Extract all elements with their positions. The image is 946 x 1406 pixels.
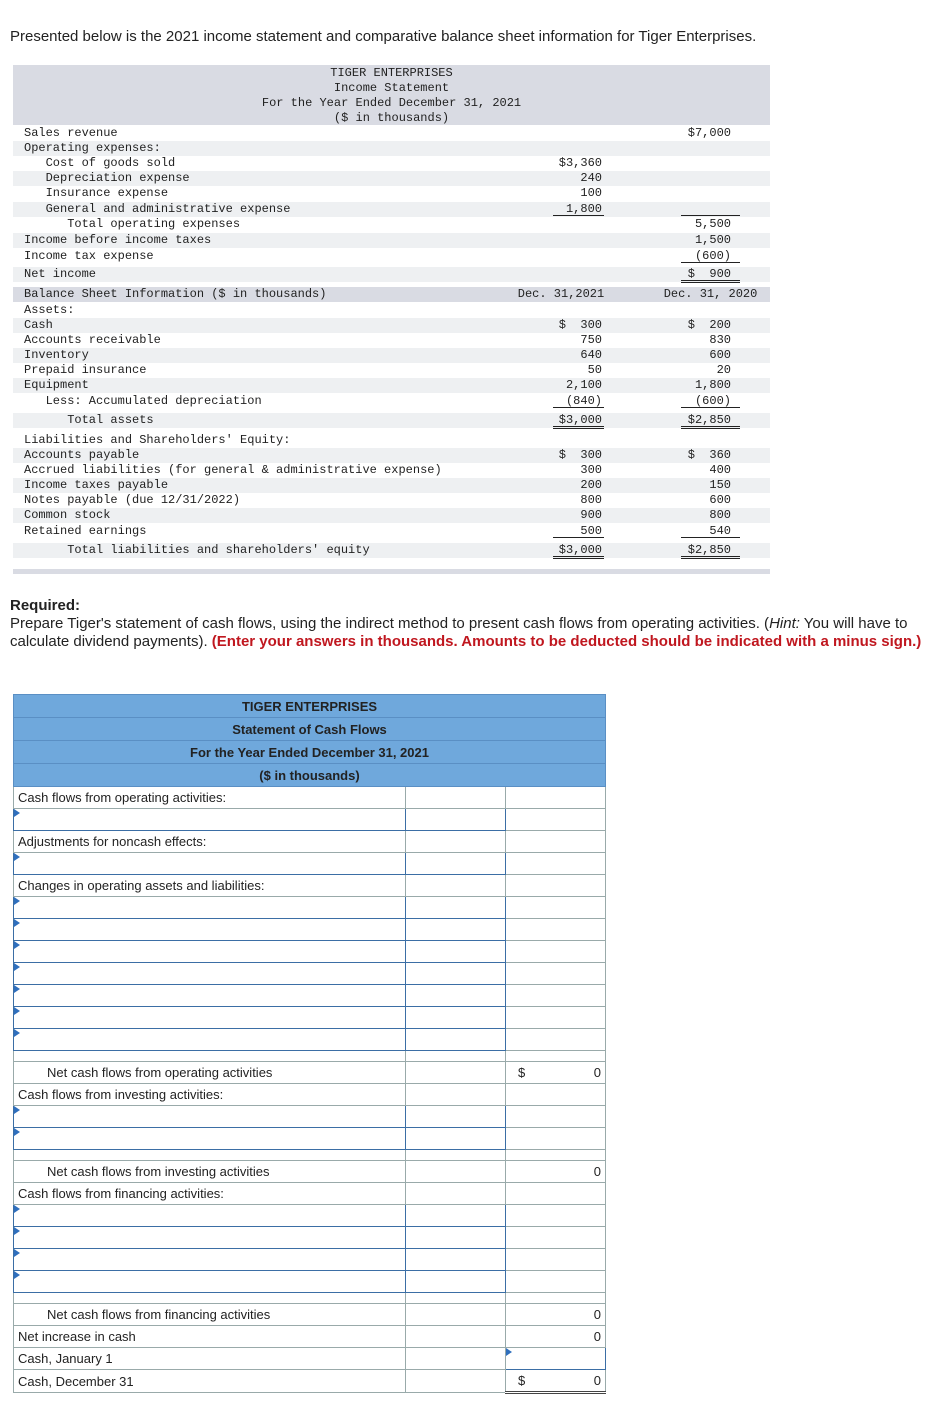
- bs-row: Notes payable (due 12/31/2022) 800 600: [24, 493, 731, 507]
- bs-row: Total liabilities and shareholders' equity $3,000 $2,850: [13, 543, 770, 558]
- is-row: Total operating expenses 5,500: [24, 217, 731, 231]
- income-statement-header: [13, 65, 770, 125]
- financing-amount-input[interactable]: [406, 1227, 506, 1249]
- statement-units: ($ in thousands): [333, 111, 450, 125]
- adjustments-label: Adjustments for noncash effects:: [14, 831, 406, 853]
- bs-row: Prepaid insurance 50 20: [24, 363, 731, 377]
- double-underline: [681, 426, 740, 429]
- change-amount-input[interactable]: [406, 919, 506, 941]
- cf-company: TIGER ENTERPRISES: [14, 695, 606, 718]
- intro-text: Presented below is the 2021 income statement and comparative balance sheet information for Tiger Enterprises.: [10, 28, 757, 45]
- cf-title: Statement of Cash Flows: [14, 718, 606, 741]
- is-row: Income before income taxes 1,500: [13, 233, 770, 248]
- hint-label: Hint:: [769, 615, 800, 632]
- financing-amount-input[interactable]: [406, 1205, 506, 1227]
- change-amount-input[interactable]: [406, 1007, 506, 1029]
- bs-row: Liabilities and Shareholders' Equity:: [24, 433, 291, 447]
- required-text-b: You will have to calculate dividend payments).: [10, 615, 908, 650]
- is-row: General and administrative expense 1,800: [13, 202, 770, 217]
- underline: [553, 215, 604, 216]
- is-row: Cost of goods sold $3,360: [24, 156, 602, 170]
- double-underline: [681, 556, 740, 559]
- net-financing-label: Net cash flows from financing activities: [14, 1304, 406, 1326]
- is-row: Income tax expense (600): [24, 249, 731, 263]
- net-investing-total: 0: [506, 1161, 606, 1183]
- investing-item-input[interactable]: [14, 1106, 406, 1128]
- is-row: Sales revenue $7,000: [24, 126, 731, 140]
- adjustment-item-input[interactable]: [14, 853, 406, 875]
- bs-row: Retained earnings 500 540: [24, 524, 731, 538]
- change-item-input[interactable]: [14, 1007, 406, 1029]
- investing-label: Cash flows from investing activities:: [14, 1084, 406, 1106]
- cash-jan-label: Cash, January 1: [14, 1348, 406, 1370]
- change-item-input[interactable]: [14, 919, 406, 941]
- financing-item-input[interactable]: [14, 1205, 406, 1227]
- bs-row: Accrued liabilities (for general & administrative expense) 300 400: [24, 463, 731, 477]
- investing-item-input[interactable]: [14, 1128, 406, 1150]
- statement-period: For the Year Ended December 31, 2021: [261, 96, 522, 110]
- bs-row: Accounts payable $ 300 $ 360: [13, 448, 770, 463]
- net-investing-label: Net cash flows from investing activities: [14, 1161, 406, 1183]
- investing-amount-input[interactable]: [406, 1106, 506, 1128]
- is-row: Operating expenses:: [13, 141, 770, 156]
- change-amount-input[interactable]: [406, 941, 506, 963]
- cash-flow-statement: [13, 694, 606, 1394]
- is-row: Depreciation expense 240: [13, 171, 770, 186]
- required-text-a: Prepare Tiger's statement of cash flows, using the indirect method to present cash flows from operating activities. (: [10, 615, 770, 632]
- statement-title: Income Statement: [333, 81, 450, 95]
- bs-row: Common stock 900 800: [13, 508, 770, 523]
- required-section: [10, 597, 940, 651]
- underline: [681, 215, 740, 216]
- cash-dec-label: Cash, December 31: [14, 1370, 406, 1393]
- net-operating-total: $ 0: [506, 1062, 606, 1084]
- change-item-input[interactable]: [14, 963, 406, 985]
- change-amount-input[interactable]: [406, 985, 506, 1007]
- underline: [553, 537, 604, 538]
- cash-jan-input[interactable]: [506, 1348, 606, 1370]
- bs-header: Balance Sheet Information ($ in thousands) Dec. 31,2021 Dec. 31, 2020: [13, 287, 770, 302]
- financing-amount-input[interactable]: [406, 1271, 506, 1293]
- bs-row: Equipment 2,100 1,800: [13, 378, 770, 393]
- financial-statements: [13, 65, 770, 557]
- change-item-input[interactable]: [14, 941, 406, 963]
- bs-row: Cash $ 300 $ 200: [13, 318, 770, 333]
- financing-label: Cash flows from financing activities:: [14, 1183, 406, 1205]
- double-underline: [553, 556, 604, 559]
- cf-units: ($ in thousands): [14, 764, 606, 787]
- is-row: Net income $ 900: [13, 267, 770, 282]
- bs-row: Assets:: [24, 303, 75, 317]
- dollar-sign: $: [518, 1065, 526, 1080]
- operating-item-input[interactable]: [14, 809, 406, 831]
- bs-row: Accounts receivable 750 830: [24, 333, 731, 347]
- change-amount-input[interactable]: [406, 963, 506, 985]
- dollar-sign: $: [518, 1373, 526, 1388]
- net-financing-total: 0: [506, 1304, 606, 1326]
- operating-label: Cash flows from operating activities:: [14, 787, 406, 809]
- underline: [681, 407, 740, 408]
- change-item-input[interactable]: [14, 985, 406, 1007]
- cf-period: For the Year Ended December 31, 2021: [14, 741, 606, 764]
- underline: [681, 262, 740, 263]
- adjustment-amount-input[interactable]: [406, 853, 506, 875]
- financing-item-input[interactable]: [14, 1249, 406, 1271]
- bs-row: Less: Accumulated depreciation (840) (600): [24, 394, 731, 408]
- underline: [681, 537, 740, 538]
- bottom-bar: [13, 569, 770, 574]
- double-underline: [681, 280, 740, 283]
- underline: [553, 407, 604, 408]
- bs-row: Inventory 640 600: [13, 348, 770, 363]
- change-item-input[interactable]: [14, 897, 406, 919]
- net-operating-label: Net cash flows from operating activities: [14, 1062, 406, 1084]
- bs-row: Total assets $3,000 $2,850: [13, 413, 770, 428]
- change-amount-input[interactable]: [406, 1029, 506, 1051]
- financing-item-input[interactable]: [14, 1227, 406, 1249]
- financing-amount-input[interactable]: [406, 1249, 506, 1271]
- investing-amount-input[interactable]: [406, 1128, 506, 1150]
- company-name: TIGER ENTERPRISES: [330, 66, 453, 80]
- double-underline: [553, 426, 604, 429]
- required-instructions: (Enter your answers in thousands. Amounts to be deducted should be indicated with a minus sign.): [211, 633, 922, 650]
- net-increase-label: Net increase in cash: [14, 1326, 406, 1348]
- changes-label: Changes in operating assets and liabilities:: [14, 875, 406, 897]
- financing-item-input[interactable]: [14, 1271, 406, 1293]
- bs-row: Income taxes payable 200 150: [13, 478, 770, 493]
- cash-dec-total: $ 0: [506, 1370, 606, 1393]
- net-increase-total: 0: [506, 1326, 606, 1348]
- is-row: Insurance expense 100: [24, 186, 602, 200]
- operating-amount-input[interactable]: [406, 809, 506, 831]
- required-title: Required:: [10, 597, 81, 614]
- change-amount-input[interactable]: [406, 897, 506, 919]
- change-item-input[interactable]: [14, 1029, 406, 1051]
